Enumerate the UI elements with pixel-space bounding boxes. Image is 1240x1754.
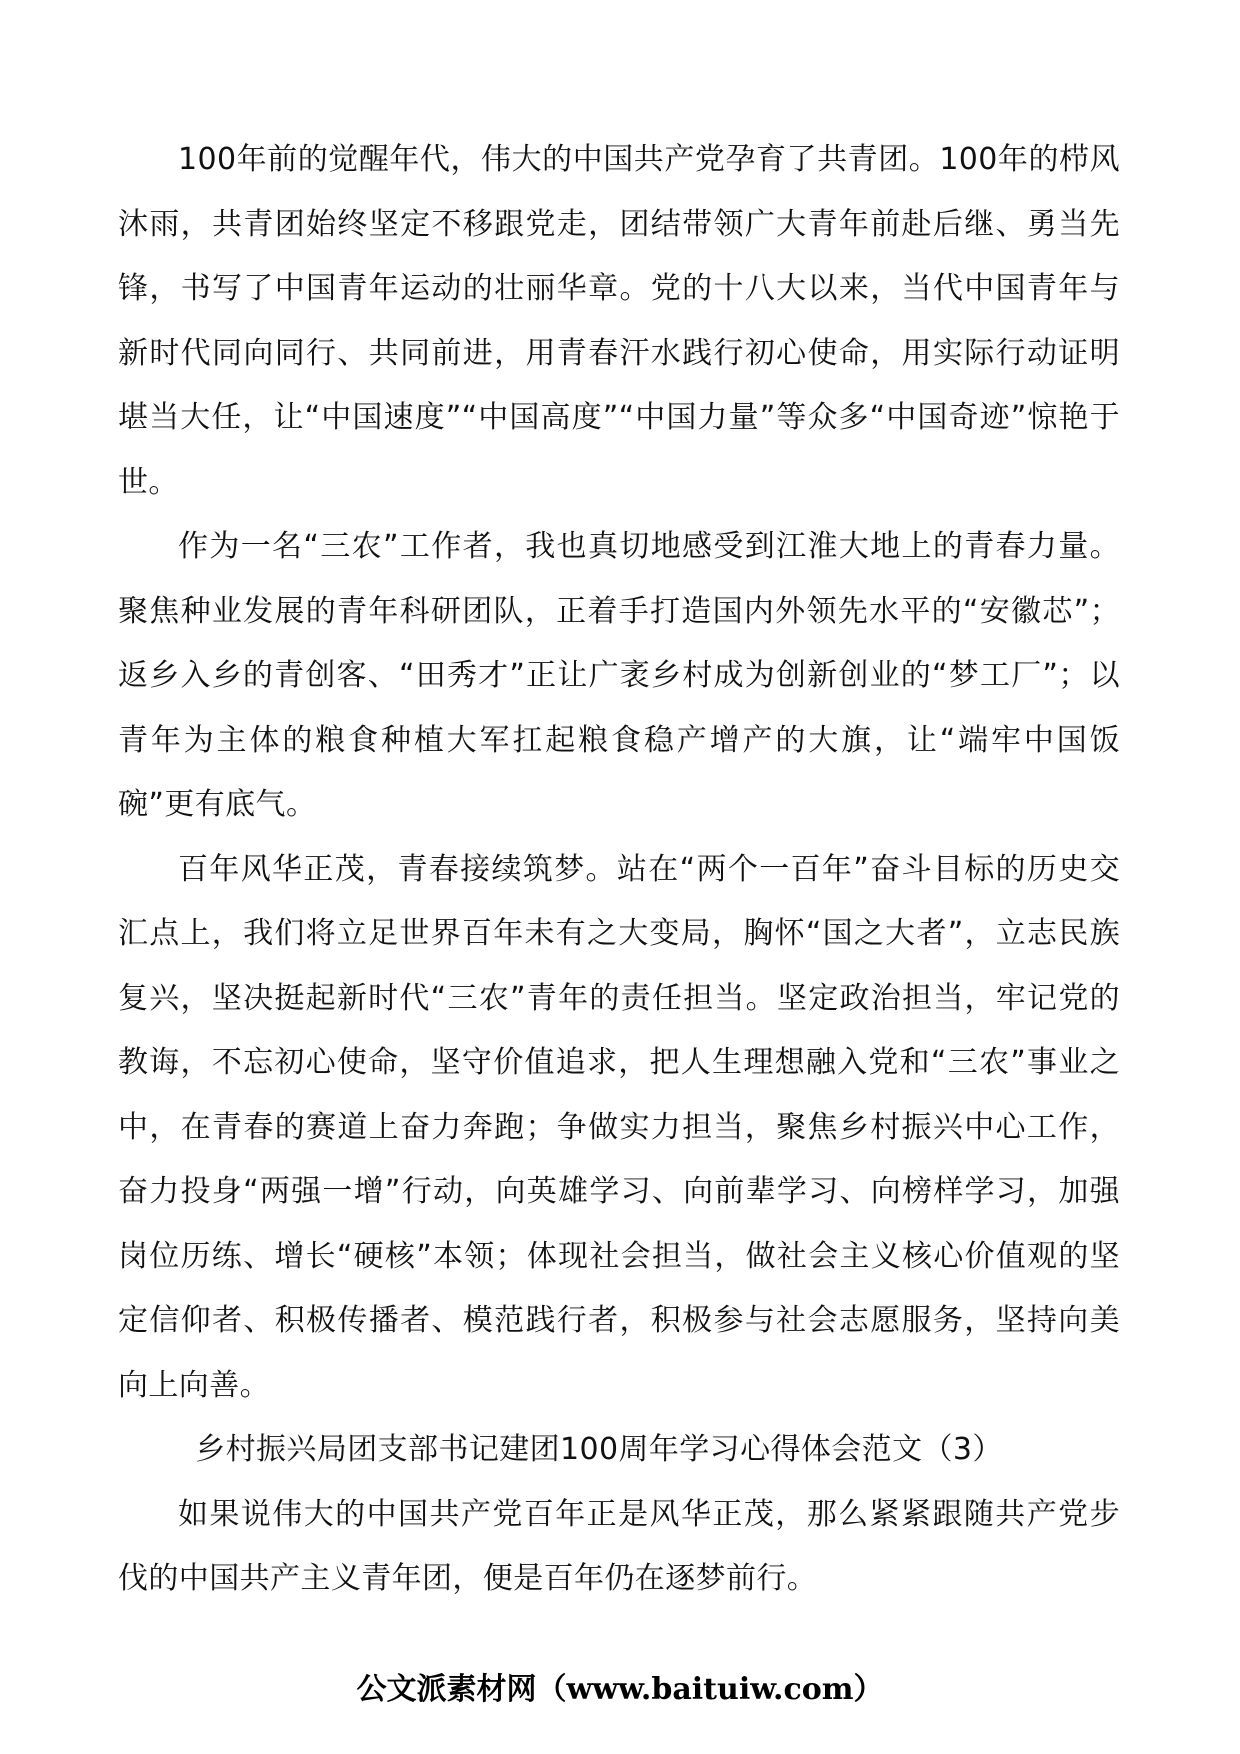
paragraph-4: 如果说伟大的中国共产党百年正是风华正茂，那么紧紧跟随共产党步伐的中国共产主义青年团，便是百年仍在逐梦前行。 — [118, 1496, 1120, 1596]
footer-watermark: 公文派素材网（www.baituiw.com） — [356, 1672, 884, 1707]
paragraph-3: 百年风华正茂，青春接续筑梦。站在“两个一百年”奋斗目标的历史交汇点上，我们将立足世界百年未有之大变局，胸怀“国之大者”，立志民族复兴，坚决挺起新时代“三农”青年的责任担当。坚定政治担当，牢记党的教诲，不忘初心使命，坚守价值追求，把人生理想融入党和“三农”事业之中，在青春的赛道上奋力奔跑；争做实力担当，聚焦乡村振兴中心工作，奋力投身“两强一增”行动，向英雄学习、向前辈学习、向榜样学习，加强岗位历练、增长“硬核”本领；体现社会担当，做社会主义核心价值观的坚定信仰者、积极传播者、模范践行者，积极参与社会志愿服务，坚持向美向上向善。 — [118, 851, 1120, 1403]
paragraph-1: 100年前的觉醒年代，伟大的中国共产党孕育了共青团。100年的栉风沐雨，共青团始终坚定不移跟党走，团结带领广大青年前赴后继、勇当先锋，书写了中国青年运动的壮丽华章。党的十八大以来，当代中国青年与新时代同向同行、共同前进，用青春汗水践行初心使命，用实际行动证明堪当大任，让“中国速度”“中国高度”“中国力量”等众多“中国奇迹”惊艳于世。 — [118, 142, 1120, 500]
paragraph-2: 作为一名“三农”工作者，我也真切地感受到江淮大地上的青春力量。聚焦种业发展的青年科研团队，正着手打造国内外领先水平的“安徽芯”；返乡入乡的青创客、“田秀才”正让广袤乡村成为创新创业的“梦工厂”；以青年为主体的粮食种植大军扛起粮食稳产增产的大旗，让“端牢中国饭碗”更有底气。 — [118, 529, 1120, 822]
document-body — [118, 128, 1120, 1612]
section-heading: 乡村振兴局团支部书记建团100周年学习心得体会范文（3） — [195, 1432, 1003, 1467]
